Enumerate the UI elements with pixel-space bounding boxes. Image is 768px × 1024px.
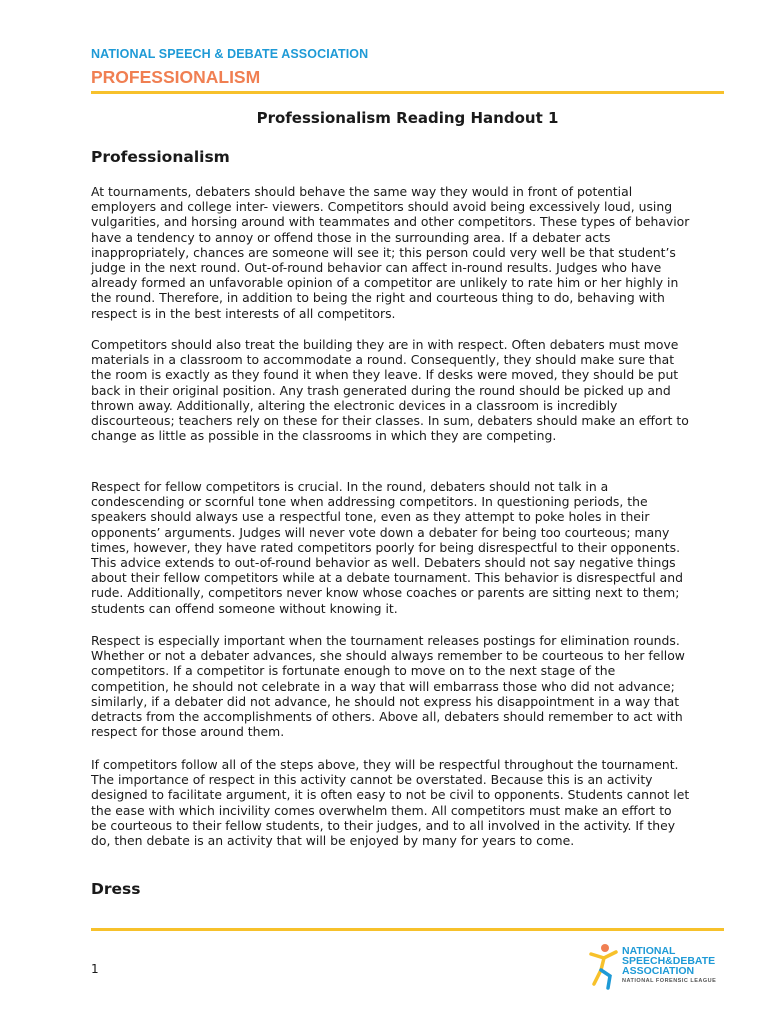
footer-divider <box>91 928 724 931</box>
logo-line: SPEECH&DEBATE <box>622 955 716 967</box>
paragraph-1: At tournaments, debaters should behave the same way they would in front of potential employers and college inter- viewers. Competitors should avoid being excessively loud, using vulgarities, and horsing around with teammates and other competitors. These types of behavior have a tendency to annoy or offend those in the surrounding area. If a debater acts inappropriately, chances are someone will see it; this person could very well be that student’s judge in the next round. Out-of-round behavior can affect in-round results. Judges who have already formed an unfavorable opinion of a competitor are unlikely to rate him or her highly in the round. Therefore, in addition to being the right and courteous thing to do, behaving with respect is in the best interests of all competitors. <box>91 184 690 321</box>
section-title: PROFESSIONALISM <box>91 67 261 87</box>
paragraph-3: Respect for fellow competitors is crucial. In the round, debaters should not talk in a condescending or scornful tone when addressing competitors. In questioning periods, the speakers should always use a respectful tone, even as they attempt to poke holes in their opponents’ arguments. Judges will never vote down a debater for being too courteous; many times, however, they have rated competitors poorly for being disrespectful to their opponents. This advice extends to out-of-round behavior as well. Debaters should not say negative things about their fellow competitors while at a debate tournament. This behavior is disrespectful and rude. Additionally, competitors never know whose coaches or parents are sitting next to them; students can offend someone without knowing it. <box>91 479 683 616</box>
nsda-logo <box>588 940 728 992</box>
logo-line: ASSOCIATION <box>622 965 695 977</box>
logo-subtitle: NATIONAL FORENSIC LEAGUE <box>622 978 717 984</box>
header-divider <box>91 91 724 94</box>
section-heading-professionalism: Professionalism <box>91 148 230 166</box>
section-heading-dress: Dress <box>91 880 141 898</box>
logo-line: NATIONAL <box>622 945 676 957</box>
paragraph-5: If competitors follow all of the steps above, they will be respectful throughout the tournament. The importance of respect in this activity cannot be overstated. Because this is an activity designed to facilitate argument, it is often easy to not be civil to opponents. Students cannot let the ease with which incivility comes overwhelm them. All competitors must make an effort to be courteous to their fellow students, to their judges, and to all involved in the activity. If they do, then debate is an activity that will be enjoyed by many for years to come. <box>91 757 690 849</box>
paragraph-4: Respect is especially important when the tournament releases postings for elimination rounds. Whether or not a debater advances, she should always remember to be courteous to her fellow competitors. If a competitor is fortunate enough to move on to the next stage of the competition, he should not celebrate in a way that will embarrass those who did not advance; similarly, if a debater did not advance, he should not express his disappointment in a way that detracts from the accomplishments of others. Above all, debaters should remember to act with respect for those around them. <box>91 633 685 740</box>
figure-icon <box>588 940 622 992</box>
page-number: 1 <box>91 962 99 976</box>
org-name: NATIONAL SPEECH & DEBATE ASSOCIATION <box>91 47 369 61</box>
logo-text <box>622 946 715 976</box>
paragraph-2: Competitors should also treat the building they are in with respect. Often debaters must move materials in a classroom to accommodate a round. Consequently, they should make sure that the room is exactly as they found it when they leave. If desks were moved, they should be put back in their original position. Any trash generated during the round should be picked up and thrown away. Additionally, altering the electronic devices in a classroom is incredibly discourteous; teachers rely on these for their classes. In sum, debaters should make an effort to change as little as possible in the classrooms in which they are competing. <box>91 337 689 444</box>
document-title: Professionalism Reading Handout 1 <box>256 109 559 127</box>
